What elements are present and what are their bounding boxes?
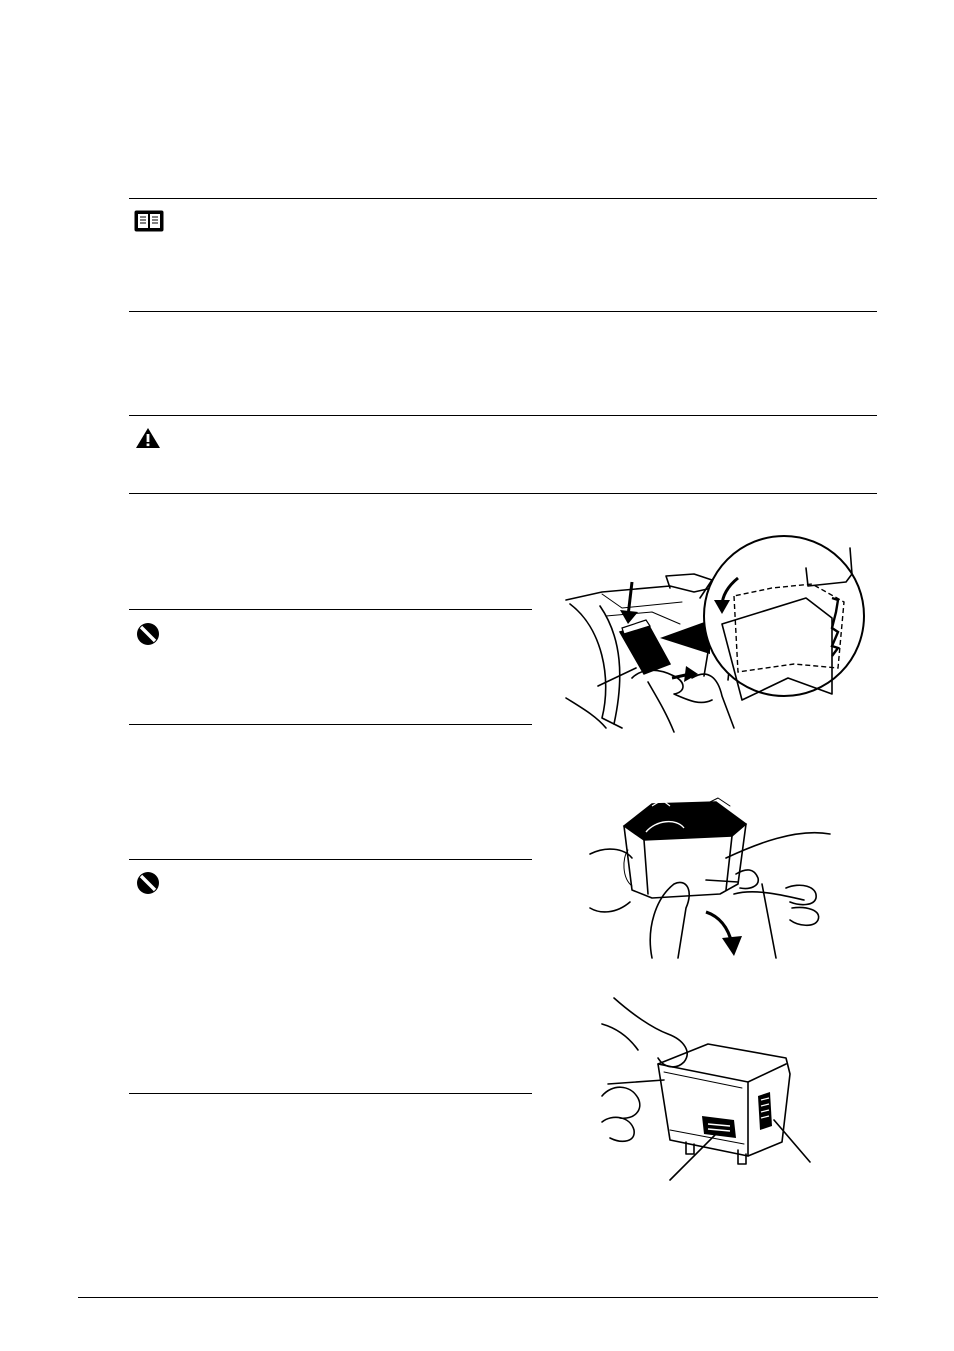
- caution-top-rule: [129, 415, 877, 416]
- note-top-rule: [129, 198, 877, 199]
- book-icon: [134, 210, 164, 232]
- important-1-bottom-rule: [129, 724, 532, 725]
- prohibition-circle-icon: [136, 871, 160, 895]
- footer-rule: [78, 1297, 878, 1298]
- important-2-bottom-rule: [129, 1093, 532, 1094]
- protective-tape-removal-figure: [586, 798, 846, 964]
- print-head-installation-figure: [562, 528, 872, 733]
- caution-bottom-rule: [129, 493, 877, 494]
- important-2-top-rule: [129, 859, 532, 860]
- prohibition-circle-icon: [136, 622, 160, 646]
- important-1-top-rule: [129, 609, 532, 610]
- warning-triangle-icon: [135, 427, 161, 449]
- print-head-nozzles-contacts-figure: [598, 992, 818, 1182]
- note-bottom-rule: [129, 311, 877, 312]
